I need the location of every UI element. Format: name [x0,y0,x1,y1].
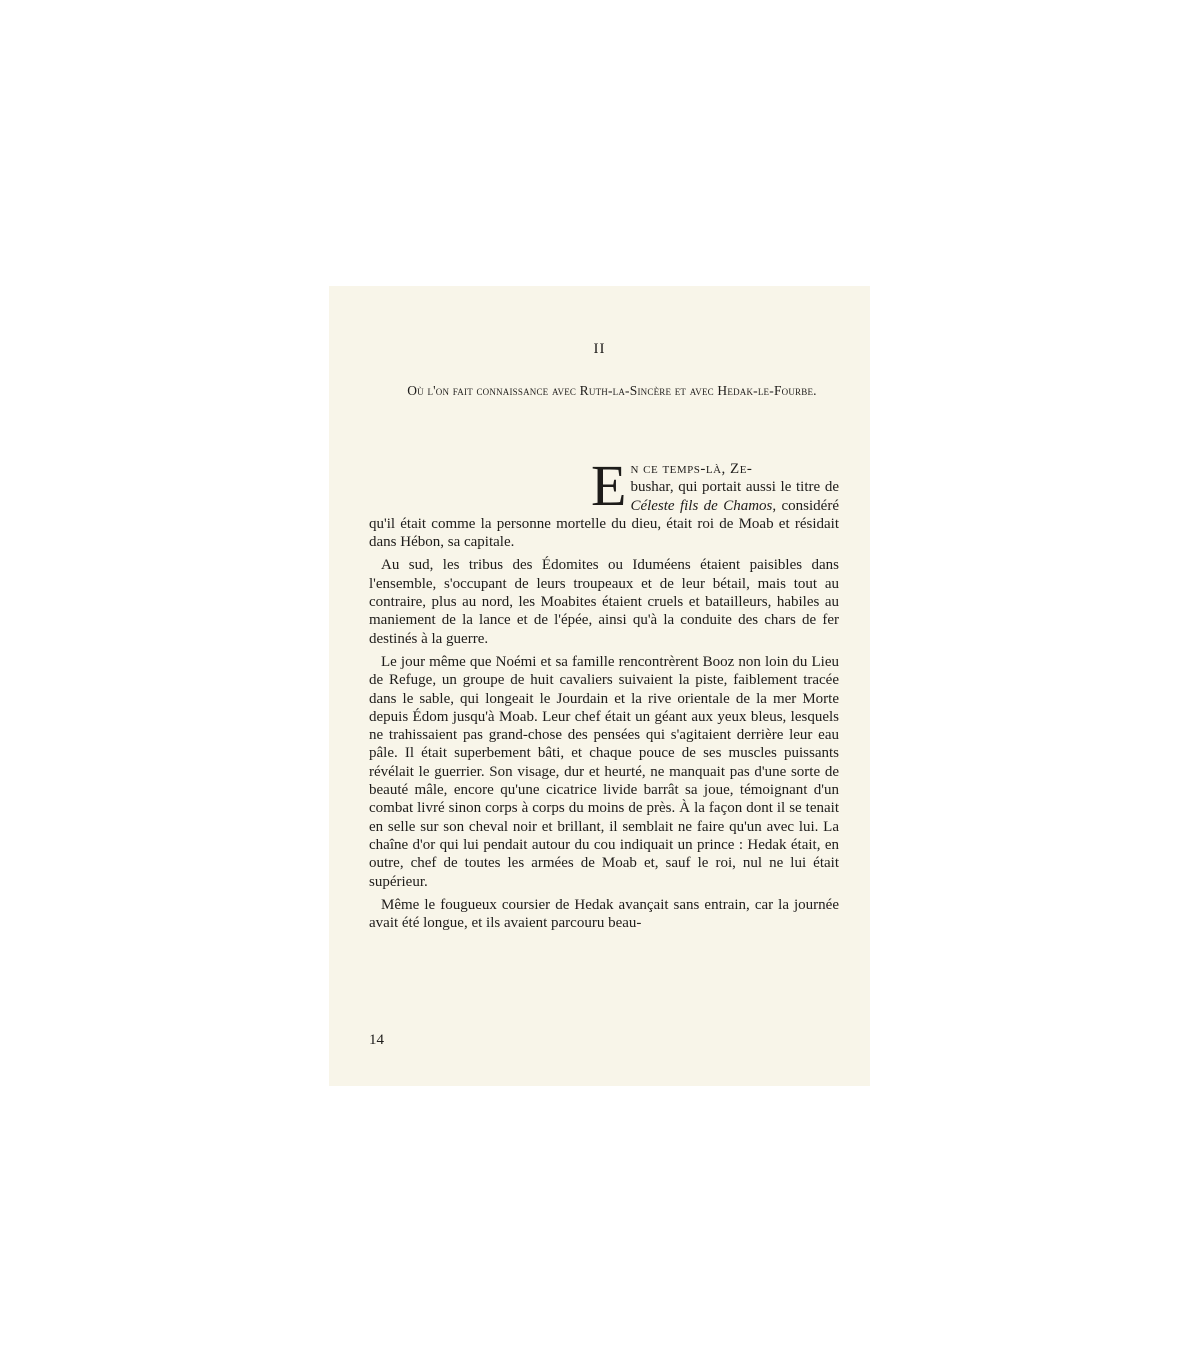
opening-text-after-italic: , considéré qu'il était comme la personne mortelle du dieu, était roi de Moab et résidait dans Hébon, sa capitale. [369,497,839,551]
paragraph-2: Au sud, les tribus des Édomites ou Iduméens étaient paisibles dans l'ensemble, s'occupant de leurs troupeaux et de leur bétail, mais tout au contraire, plus au nord, les Moabites étaient cruels et batailleurs, habiles au maniement de la lance et de l'épée, ainsi qu'à la conduite des chars de fer destinés à la guerre. [369,557,839,647]
opening-text-before-italic: bushar, qui portait aussi le titre de [630,479,839,496]
opening-italic-title: Céleste fils de Chamos [630,497,773,514]
opening-paragraph [369,453,839,551]
drop-cap: E [591,453,627,518]
chapter-number: II [593,341,606,357]
book-page [329,286,870,1086]
paragraph-4: Même le fougueux coursier de Hedak avançait sans entrain, car la journée avait été longue, et ils avaient parcouru beau- [369,896,839,932]
chapter-title: Où l'on fait connaissance avec Ruth-la-Sincère et avec Hedak-le-Fourbe. [407,383,817,398]
paragraph-3: Le jour même que Noémi et sa famille rencontrèrent Booz non loin du Lieu de Refuge, un groupe de huit cavaliers suivaient la piste, faiblement tracée dans le sable, qui longeait le Jourdain et la rive orientale de la mer Morte depuis Édom jusqu'à Moab. Leur chef était un géant aux yeux bleus, lesquels ne trahissaient pas grand-chose des pensées qui s'agitaient derrière leur eau pâle. Il était superbement bâti, et chaque pouce de ses muscles puissants révélait le guerrier. Son visage, dur et heurté, ne manquait pas d'une sorte de beauté mâle, encore qu'une cicatrice livide barrât sa joue, témoignant d'un combat livré sinon corps à corps du moins de près. À la façon dont il se tenait en selle sur son cheval noir et brillant, il semblait ne faire qu'un avec lui. La chaîne d'or qui lui pendait autour du cou indiquait un prince : Hedak était, en outre, chef de toutes les armées de Moab et, sauf le roi, nul ne lui était supérieur. [369,653,839,890]
opening-small-caps: n ce temps-là, Ze- [630,461,753,477]
page-number: 14 [369,1032,384,1048]
body-text [369,453,839,937]
